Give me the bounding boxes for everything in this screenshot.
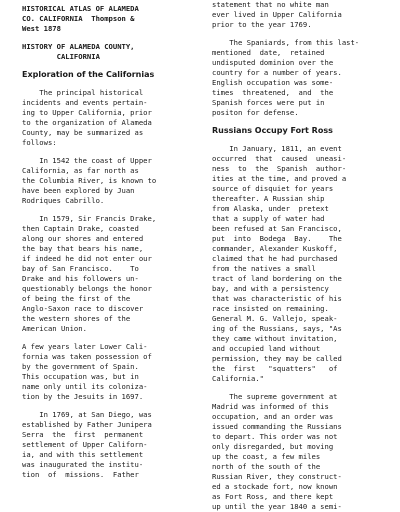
text-line: and occupied land without xyxy=(212,344,321,353)
text-line: The Spaniards, from this last- xyxy=(212,38,360,47)
text-line: north of the south of the xyxy=(212,462,321,471)
text-line: from Alaska, under pretext xyxy=(212,204,329,213)
text-line: settlement of Upper Californ- xyxy=(22,440,148,449)
sub-header-line: HISTORY OF ALAMEDA COUNTY, xyxy=(22,42,135,51)
text-line: permission, they may be called xyxy=(212,354,342,363)
paragraph xyxy=(22,410,192,480)
text-line: occupation, and an order was xyxy=(212,412,334,421)
text-line: Rodriques Cabrillo. xyxy=(22,196,105,205)
text-line: fornia was taken possession of xyxy=(22,352,152,361)
text-line: that was characteristic of his xyxy=(212,294,342,303)
text-line: by the government of Spain. xyxy=(22,362,139,371)
text-line: follows: xyxy=(22,138,57,147)
paragraph xyxy=(22,88,192,148)
text-line: ing of the Russians, says, "As xyxy=(212,324,342,333)
text-line: Serra the first permanent xyxy=(22,430,144,439)
paragraph xyxy=(22,156,192,206)
paragraph xyxy=(212,0,382,30)
text-line: the Columbia River, is known to xyxy=(22,176,157,185)
text-line: along our shores and entered xyxy=(22,234,144,243)
text-line: English occupation was some- xyxy=(212,78,334,87)
header-line: CO. CALIFORNIA Thompson & xyxy=(22,14,135,23)
text-line: ia, and with this settlement xyxy=(22,450,144,459)
text-line: In 1769, at San Diego, was xyxy=(22,410,152,419)
text-line: bay, and with a persistency xyxy=(212,284,329,293)
text-line: established by Father Junipera xyxy=(22,420,152,429)
sub-header xyxy=(22,42,192,62)
text-line: In January, 1811, an event xyxy=(212,144,342,153)
paragraph xyxy=(22,214,192,334)
text-line: the first "squatters" of xyxy=(212,364,338,373)
text-line: was inaugurated the institu- xyxy=(22,460,144,469)
text-line: positon for defense. xyxy=(212,108,299,117)
text-line: that a supply of water had xyxy=(212,214,325,223)
text-line: American Union. xyxy=(22,324,87,333)
paragraph xyxy=(212,392,382,512)
text-line: incidents and events pertain- xyxy=(22,98,148,107)
header-line: HISTORICAL ATLAS OF ALAMEDA xyxy=(22,4,139,13)
text-line: undisputed dominion over the xyxy=(212,58,334,67)
section-heading: Exploration of the Californias xyxy=(22,70,155,79)
text-line: California, as far north as xyxy=(22,166,139,175)
text-line: General M. G. Vallejo, speak- xyxy=(212,314,338,323)
text-line: country for a number of years. xyxy=(212,68,342,77)
text-line: the western shores of the xyxy=(22,314,131,323)
text-line: put into Bodega Bay. The xyxy=(212,234,342,243)
left-column xyxy=(22,0,192,479)
text-line: claimed that he had purchased xyxy=(212,254,338,263)
text-line: California." xyxy=(212,374,264,383)
text-line: to depart. This order was not xyxy=(212,432,338,441)
text-line: thereafter. A Russian ship xyxy=(212,194,325,203)
text-line: as Fort Ross, and there kept xyxy=(212,492,334,501)
text-line: have been explored by Juan xyxy=(22,186,135,195)
text-line: ing to Upper California, prior xyxy=(22,108,152,117)
text-line: if indeed he did not enter our xyxy=(22,254,152,263)
text-line: they came without invitation, xyxy=(212,334,338,343)
text-line: The supreme government at xyxy=(212,392,338,401)
text-line: up until the year 1840 a semi- xyxy=(212,502,342,511)
text-line: source of disquiet for years xyxy=(212,184,334,193)
sub-header-line: CALIFORNIA xyxy=(22,52,100,61)
text-line: been refused at San Francisco, xyxy=(212,224,342,233)
text-line: This occupation was, but in xyxy=(22,372,139,381)
text-line: ities at the time, and proved a xyxy=(212,174,347,183)
header-line: West 1878 xyxy=(22,24,61,33)
text-line: mentioned date, retained xyxy=(212,48,325,57)
text-line: to the organization of Alameda xyxy=(22,118,152,127)
text-line: only disregarded, but moving xyxy=(212,442,334,451)
text-line: then Captain Drake, coasted xyxy=(22,224,139,233)
text-line: times threatened, and the xyxy=(212,88,334,97)
text-line: questionably belongs the honor xyxy=(22,284,152,293)
text-line: bay of San Francisco. To xyxy=(22,264,139,273)
text-line: In 1542 the coast of Upper xyxy=(22,156,152,165)
text-line: occurred that caused uneasi- xyxy=(212,154,347,163)
text-line: of being the first of the xyxy=(22,294,131,303)
text-line: A few years later Lower Cali- xyxy=(22,342,148,351)
text-line: ever lived in Upper California xyxy=(212,10,342,19)
document-header xyxy=(22,4,192,34)
paragraph xyxy=(212,144,382,384)
text-line: race insisted on remaining. xyxy=(212,304,329,313)
text-line: Drake and his followers un- xyxy=(22,274,139,283)
text-line: tion of missions. Father xyxy=(22,470,139,479)
text-line: ness to the Spanish author- xyxy=(212,164,347,173)
text-line: tract of land bordering on the xyxy=(212,274,342,283)
text-line: The principal historical xyxy=(22,88,144,97)
text-line: commander, Alexander Kuskoff, xyxy=(212,244,338,253)
text-line: from the natives a small xyxy=(212,264,316,273)
text-line: Spanish forces were put in xyxy=(212,98,325,107)
text-line: Anglo-Saxon race to discover xyxy=(22,304,144,313)
text-line: In 1579, Sir Francis Drake, xyxy=(22,214,157,223)
text-line: statement that no white man xyxy=(212,0,329,9)
text-line: County, may be summarized as xyxy=(22,128,144,137)
text-line: issued commanding the Russians xyxy=(212,422,342,431)
text-line: prior to the year 1769. xyxy=(212,20,312,29)
text-line: the bay that bears his name, xyxy=(22,244,144,253)
text-line: Russian River, they construct- xyxy=(212,472,342,481)
paragraph xyxy=(22,342,192,402)
right-column xyxy=(212,0,382,511)
text-line: name only until its coloniza- xyxy=(22,382,148,391)
text-line: ed a stockade fort, now known xyxy=(212,482,338,491)
text-line: up the coast, a few miles xyxy=(212,452,321,461)
text-line: Madrid was informed of this xyxy=(212,402,329,411)
section-heading: Russians Occupy Fort Ross xyxy=(212,126,333,135)
text-line: tion by the Jesuits in 1697. xyxy=(22,392,144,401)
paragraph xyxy=(212,38,382,118)
